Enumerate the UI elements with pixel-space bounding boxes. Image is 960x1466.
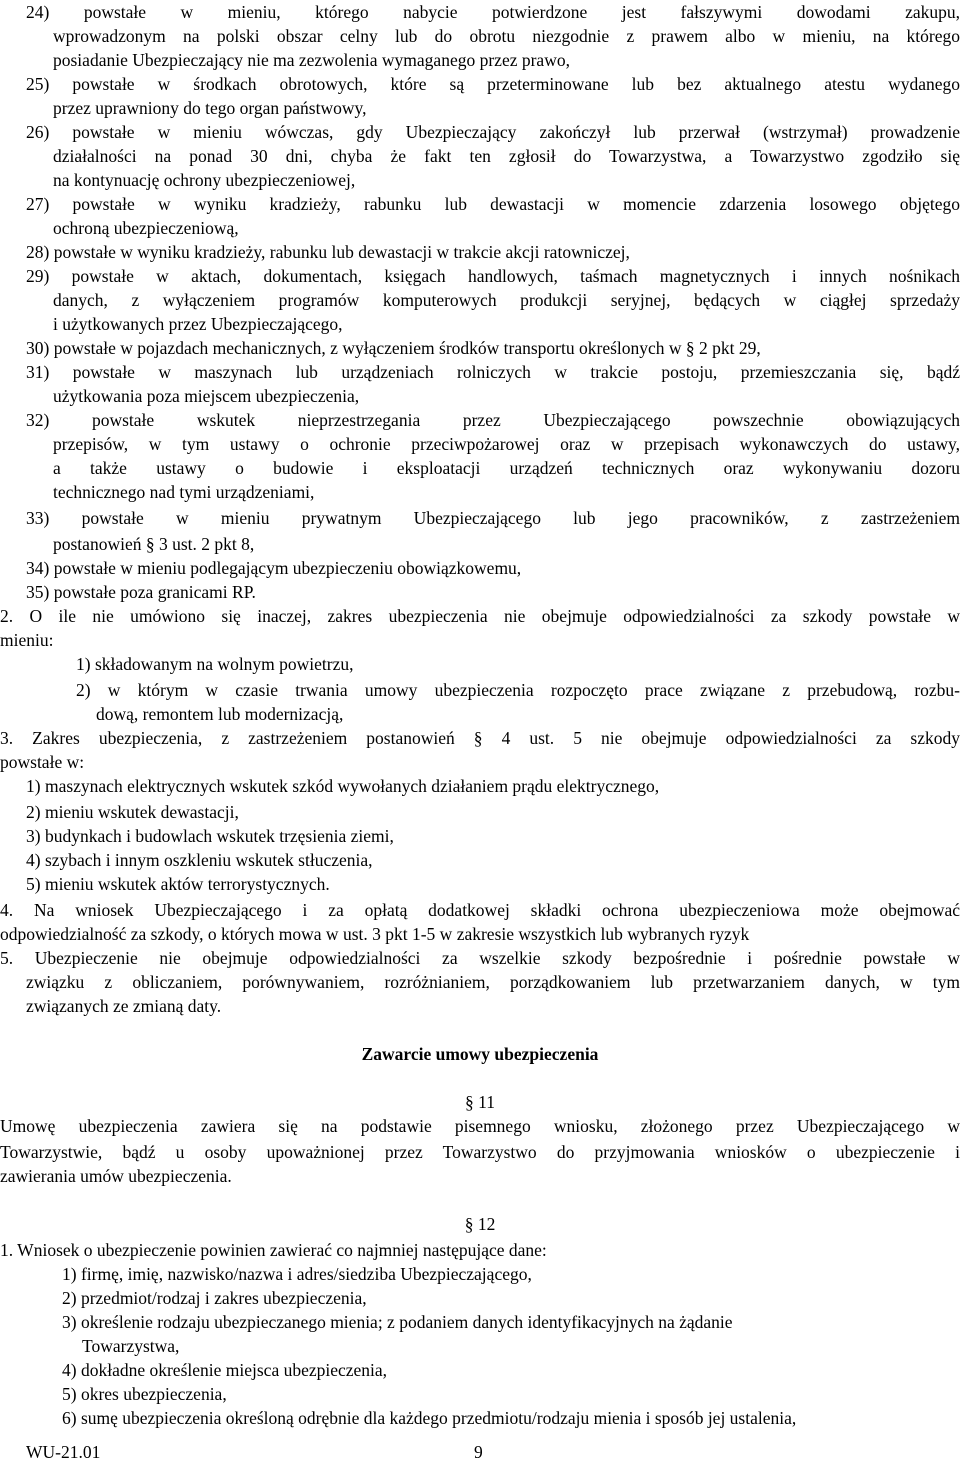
text-line [62, 1406, 960, 1430]
text-line-content: odpowiedzialność za szkody, o których mowa w ust. 3 pkt 1-5 w zakresie wszystkich lub wybranych ryzyk [0, 924, 750, 944]
text-line [0, 898, 960, 922]
text-line-content: 6) sumę ubezpieczenia określoną odrębnie dla każdego przedmiotu/rodzaju mienia i sposób jej ustalenia, [62, 1408, 797, 1428]
text-line [62, 1310, 960, 1334]
text-line-content: 1. Wniosek o ubezpieczenie powinien zawierać co najmniej następujące dane: [0, 1240, 547, 1260]
text-line-content: Umowę ubezpieczenia zawiera się na podstawie pisemnego wniosku, złożonego przez Ubezpieczającego w [0, 1116, 960, 1136]
text-line-content: 3) budynkach i budowlach wskutek trzęsienia ziemi, [26, 826, 394, 846]
text-line-content: i użytkowanych przez Ubezpieczającego, [53, 314, 343, 334]
text-line-content: 31) powstałe w maszynach lub urządzeniach rolniczych w trakcie postoju, przemieszczania się, bądź [26, 362, 960, 382]
text-line [0, 604, 960, 628]
section-heading [0, 1042, 960, 1066]
text-line [26, 970, 960, 994]
text-line [62, 1358, 960, 1382]
page-number-text: 9 [474, 1442, 483, 1462]
text-line [62, 1262, 960, 1286]
text-line [26, 580, 960, 604]
text-line [96, 702, 960, 726]
text-line-content: działalności na ponad 30 dni, chyba że fakt ten zgłosił do Towarzystwa, a Towarzystwo zgodziło się [53, 146, 960, 166]
text-line-content: 32) powstałe wskutek nieprzestrzegania przez Ubezpieczającego powszechnie obowiązujących [26, 410, 960, 430]
text-line-content: przez uprawniony do tego organ państwowy, [53, 98, 367, 118]
text-line-content: 4. Na wniosek Ubezpieczającego i za opłatą dodatkowej składki ochrona ubezpieczeniowa może obejmować [0, 900, 960, 920]
text-line [53, 532, 960, 556]
text-line-content: przepisów, w tym ustawy o ochronie przeciwpożarowej oraz w przepisach wykonawczych do ustawy, [53, 434, 960, 454]
text-line-content: technicznego nad tymi urządzeniami, [53, 482, 315, 502]
text-line [26, 506, 960, 530]
text-line [53, 216, 960, 240]
text-line [53, 312, 960, 336]
text-line [26, 800, 960, 824]
text-line-content: Towarzystwa, [82, 1336, 180, 1356]
text-line [26, 774, 960, 798]
text-line-content: 5. Ubezpieczenie nie obejmuje odpowiedzialności za wszelkie szkody bezpośrednie i pośrednie powstałe w [0, 948, 960, 968]
text-line [53, 432, 960, 456]
text-line [53, 288, 960, 312]
text-line-content: ochroną ubezpieczeniową, [53, 218, 239, 238]
text-line-content: 35) powstałe poza granicami RP. [26, 582, 256, 602]
text-line [0, 628, 960, 652]
text-line-content: mieniu: [0, 630, 54, 650]
text-line [26, 824, 960, 848]
text-line-content: związanych ze zmianą daty. [26, 996, 222, 1016]
text-line [26, 120, 960, 144]
text-line [26, 994, 960, 1018]
text-line-content: powstałe w: [0, 752, 85, 772]
text-line [0, 922, 960, 946]
text-line-content: 25) powstałe w środkach obrotowych, które są przeterminowane lub bez aktualnego atestu wydanego [26, 74, 960, 94]
text-line [82, 1334, 960, 1358]
text-line-content: 34) powstałe w mieniu podlegającym ubezpieczeniu obowiązkowemu, [26, 558, 522, 578]
paragraph-11-number [0, 1090, 960, 1114]
text-line [0, 1114, 960, 1138]
text-line-content: 28) powstałe w wyniku kradzieży, rabunku lub dewastacji w trakcie akcji ratowniczej, [26, 242, 630, 262]
text-line-content: 26) powstałe w mieniu wówczas, gdy Ubezpieczający zakończył lub przerwał (wstrzymał) prowadzenie [26, 122, 960, 142]
text-line-content: zawierania umów ubezpieczenia. [0, 1166, 232, 1186]
text-line [62, 1286, 960, 1310]
text-line [0, 726, 960, 750]
text-line-content: posiadanie Ubezpieczający nie ma zezwolenia wymaganego przez prawo, [53, 50, 570, 70]
footer-code [26, 1440, 226, 1464]
text-line-content: użytkowania poza miejscem ubezpieczenia, [53, 386, 360, 406]
paragraph-11-text: § 11 [465, 1092, 495, 1112]
text-line [26, 0, 960, 24]
text-line-content: 2) przedmiot/rodzaj i zakres ubezpieczenia, [62, 1288, 367, 1308]
text-line [26, 360, 960, 384]
text-line [26, 872, 960, 896]
text-line-content: 2) w którym w czasie trwania umowy ubezpieczenia rozpoczęto prace związane z przebudową, rozbu- [76, 680, 960, 700]
text-line [53, 456, 960, 480]
text-line-content: dową, remontem lub modernizacją, [96, 704, 344, 724]
text-line [0, 1164, 960, 1188]
text-line [76, 652, 960, 676]
text-line [26, 72, 960, 96]
text-line [0, 750, 960, 774]
text-line-content: a także ustawy o budowie i eksploatacji urządzeń technicznych oraz wykonywaniu dozoru [53, 458, 960, 478]
text-line-content: 2. O ile nie umówiono się inaczej, zakres ubezpieczenia nie obejmuje odpowiedzialności za szkody powstałe w [0, 606, 960, 626]
text-line [26, 336, 960, 360]
text-line-content: 24) powstałe w mieniu, którego nabycie potwierdzone jest fałszywymi dowodami zakupu, [26, 2, 960, 22]
text-line [26, 264, 960, 288]
text-line-content: 30) powstałe w pojazdach mechanicznych, z wyłączeniem środków transportu określonych w § 2 pkt 29, [26, 338, 761, 358]
text-line [26, 240, 960, 264]
text-line-content: 5) okres ubezpieczenia, [62, 1384, 227, 1404]
text-line [26, 848, 960, 872]
text-line [53, 24, 960, 48]
text-line [0, 946, 960, 970]
text-line [0, 1140, 960, 1164]
text-line [53, 48, 960, 72]
page-number [474, 1440, 514, 1464]
text-line-content: 4) szybach i innym oszkleniu wskutek stłuczenia, [26, 850, 373, 870]
paragraph-12-text: § 12 [464, 1214, 496, 1234]
text-line-content: 33) powstałe w mieniu prywatnym Ubezpieczającego lub jego pracowników, z zastrzeżeniem [26, 508, 960, 528]
text-line-content: 3) określenie rodzaju ubezpieczanego mienia; z podaniem danych identyfikacyjnych na żądanie [62, 1312, 733, 1332]
text-line [26, 192, 960, 216]
text-line [53, 144, 960, 168]
text-line [76, 678, 960, 702]
paragraph-12-number [0, 1212, 960, 1236]
text-line-content: postanowień § 3 ust. 2 pkt 8, [53, 534, 255, 554]
text-line-content: 1) maszynach elektrycznych wskutek szkód wywołanych działaniem prądu elektrycznego, [26, 776, 660, 796]
footer-code-text: WU-21.01 [26, 1442, 101, 1462]
text-line-content: 27) powstałe w wyniku kradzieży, rabunku lub dewastacji w momencie zdarzenia losowego objętego [26, 194, 960, 214]
text-line-content: na kontynuację ochrony ubezpieczeniowej, [53, 170, 356, 190]
text-line-content: 4) dokładne określenie miejsca ubezpieczenia, [62, 1360, 388, 1380]
text-line-content: wprowadzonym na polski obszar celny lub do obrotu niezgodnie z prawem albo w mieniu, na którego [53, 26, 960, 46]
text-line [53, 384, 960, 408]
text-line [26, 408, 960, 432]
text-line-content: 2) mieniu wskutek dewastacji, [26, 802, 239, 822]
text-line-content: 3. Zakres ubezpieczenia, z zastrzeżeniem postanowień § 4 ust. 5 nie obejmuje odpowiedzialności za szkody [0, 728, 960, 748]
text-line-content: 29) powstałe w aktach, dokumentach, księgach handlowych, taśmach magnetycznych i innych nośnikach [26, 266, 960, 286]
text-line-content: 1) firmę, imię, nazwisko/nazwa i adres/siedziba Ubezpieczającego, [62, 1264, 532, 1284]
text-line-content: związku z obliczaniem, porównywaniem, rozróżnianiem, porządkowaniem lub przetwarzaniem danych, w tym [26, 972, 960, 992]
text-line-content: danych, z wyłączeniem programów komputerowych produkcji seryjnej, będących w ciągłej sprzedaży [53, 290, 960, 310]
text-line [53, 168, 960, 192]
text-line [62, 1382, 960, 1406]
text-line [0, 1238, 960, 1262]
section-heading-text: Zawarcie umowy ubezpieczenia [361, 1044, 599, 1064]
text-line-content: Towarzystwie, bądź u osoby upoważnionej przez Towarzystwo do przyjmowania wniosków o ubezpieczenie i [0, 1142, 960, 1162]
text-line-content: 1) składowanym na wolnym powietrzu, [76, 654, 354, 674]
text-line [26, 556, 960, 580]
text-line [53, 480, 960, 504]
text-line [53, 96, 960, 120]
text-line-content: 5) mieniu wskutek aktów terrorystycznych. [26, 874, 330, 894]
